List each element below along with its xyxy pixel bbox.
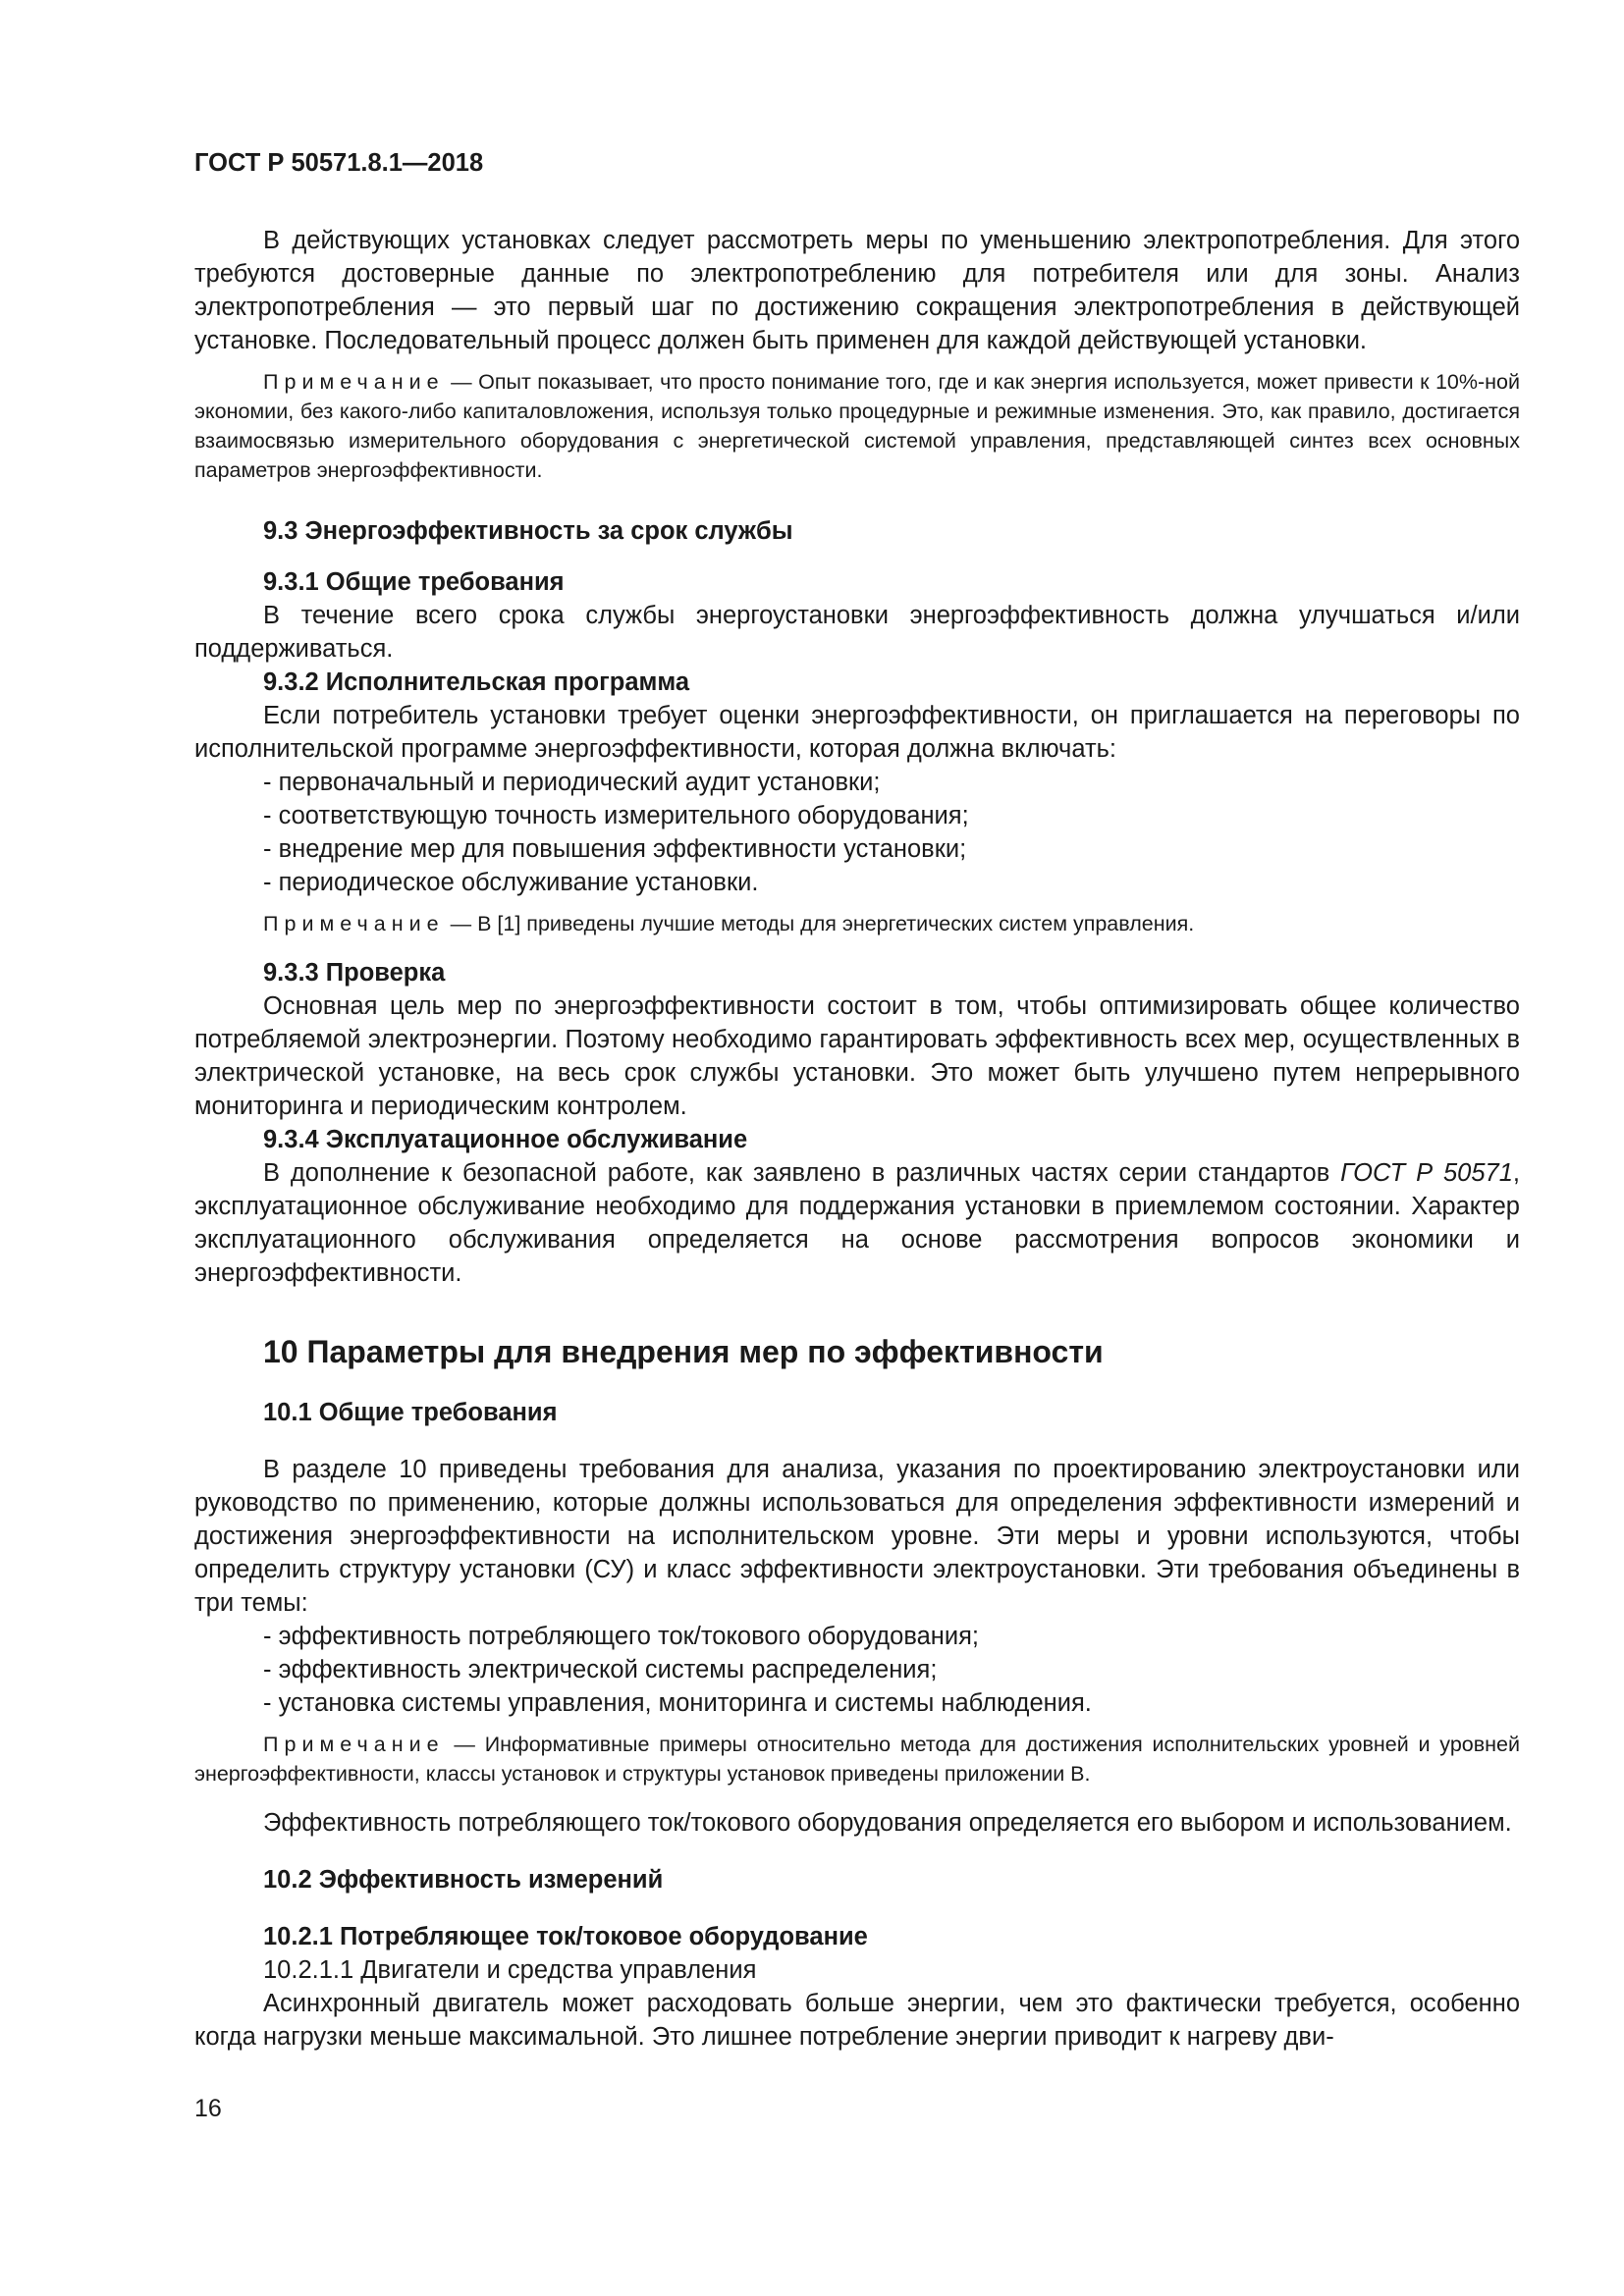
page-body <box>194 224 1520 2054</box>
paragraph-intro: В действующих установках следует рассмотреть меры по уменьшению электропотребления. Для этого требуются достоверные данные по электропотреблению для потребителя или для зоны. Анализ электропотребления — это первый шаг по достижению сокращения электропотребления в действующей установке. Последовательный процесс должен быть применен для каждой действующей установки. <box>194 227 1520 354</box>
note-3-text: Информативные примеры относительно метода для достижения исполнительских уровней и уровней энергоэффективности, классы установок и структуры установок приведены приложении В. <box>194 1733 1520 1786</box>
standard-reference: ГОСТ Р 50571 <box>1340 1159 1513 1187</box>
heading-10: 10 Параметры для внедрения мер по эффективности <box>263 1334 1104 1369</box>
note-label: Примечание <box>263 912 445 935</box>
list-item: - внедрение мер для повышения эффективности установки; <box>263 835 967 863</box>
paragraph-10-2-1-1: Асинхронный двигатель может расходовать больше энергии, чем это фактически требуется, особенно когда нагрузки меньше максимальной. Это лишнее потребление энергии приводит к нагреву дви- <box>194 1990 1520 2051</box>
paragraph-9-3-1: В течение всего срока службы энергоустановки энергоэффективность должна улучшаться и/или поддерживаться. <box>194 602 1520 663</box>
heading-9-3-2: 9.3.2 Исполнительская программа <box>263 668 690 696</box>
heading-9-3-4: 9.3.4 Эксплуатационное обслуживание <box>263 1126 748 1153</box>
paragraph-9-3-4 <box>194 1156 1520 1290</box>
paragraph-9-3-2: Если потребитель установки требует оценки энергоэффективности, он приглашается на переговоры по исполнительской программе энергоэффективности, которая должна включать: <box>194 702 1520 763</box>
document-header: ГОСТ Р 50571.8.1—2018 <box>194 149 484 177</box>
list-item: - первоначальный и периодический аудит установки; <box>263 769 881 796</box>
note-1-text: Опыт показывает, что просто понимание того, где и как энергия используется, может привести к 10%-ной экономии, без какого-либо капиталовложения, используя только процедурные и режимные изменения. Это, как правило, достигается взаимосвязью измерительного оборудования с энергетической системой управления, представляющей синтез всех основных параметров энергоэффективности. <box>194 370 1521 482</box>
note-2-text: В [1] приведены лучшие методы для энергетических систем управления. <box>477 912 1195 935</box>
note-dash: — <box>444 1733 485 1756</box>
note-1 <box>194 367 1520 485</box>
paragraph-10-1-b: Эффективность потребляющего ток/токового оборудования определяется его выбором и использованием. <box>263 1809 1512 1837</box>
note-label: Примечание <box>263 1733 445 1756</box>
heading-9-3-3: 9.3.3 Проверка <box>263 959 446 987</box>
note-label: Примечание <box>263 370 445 394</box>
heading-9-3-1: 9.3.1 Общие требования <box>263 568 565 596</box>
page-number: 16 <box>194 2095 222 2122</box>
list-item: - периодическое обслуживание установки. <box>263 869 759 896</box>
heading-10-2-1: 10.2.1 Потребляющее ток/токовое оборудование <box>263 1923 868 1950</box>
list-item: - соответствующую точность измерительного оборудования; <box>263 802 969 829</box>
note-dash: — <box>444 370 479 394</box>
paragraph-9-3-4-part-a: В дополнение к безопасной работе, как заявлено в различных частях серии стандартов <box>263 1159 1341 1187</box>
note-3 <box>194 1730 1520 1789</box>
list-item: - установка системы управления, мониторинга и системы наблюдения. <box>263 1689 1092 1717</box>
paragraph-9-3-3: Основная цель мер по энергоэффективности состоит в том, чтобы оптимизировать общее количество потребляемой электроэнергии. Поэтому необходимо гарантировать эффективность всех мер, осуществленных в электрической установке, на весь срок службы установки. Это может быть улучшено путем непрерывного мониторинга и периодическим контролем. <box>194 992 1520 1120</box>
list-item: - эффективность потребляющего ток/токового оборудования; <box>263 1623 980 1650</box>
heading-10-1: 10.1 Общие требования <box>263 1399 558 1426</box>
paragraph-10-1: В разделе 10 приведены требования для анализа, указания по проектированию электроустановки или руководство по применению, которые должны использоваться для определения эффективности измерений и достижения энергоэффективности на исполнительском уровне. Эти меры и уровни используются, чтобы определить структуру установки (СУ) и класс эффективности электроустановки. Эти требования объединены в три темы: <box>194 1456 1520 1617</box>
note-2 <box>194 909 1520 938</box>
note-dash: — <box>444 912 478 935</box>
heading-10-2-1-1: 10.2.1.1 Двигатели и средства управления <box>263 1956 757 1984</box>
heading-9-3: 9.3 Энергоэффективность за срок службы <box>263 517 793 545</box>
paragraph-9-3-4-part-b: , эксплуатационное обслуживание необходимо для поддержания установки в приемлемом состоянии. Характер эксплуатационного обслуживания определяется на основе рассмотрения вопросов экономики и энергоэффективности. <box>194 1159 1520 1287</box>
heading-10-2: 10.2 Эффективность измерений <box>263 1866 664 1894</box>
list-item: - эффективность электрической системы распределения; <box>263 1656 938 1683</box>
